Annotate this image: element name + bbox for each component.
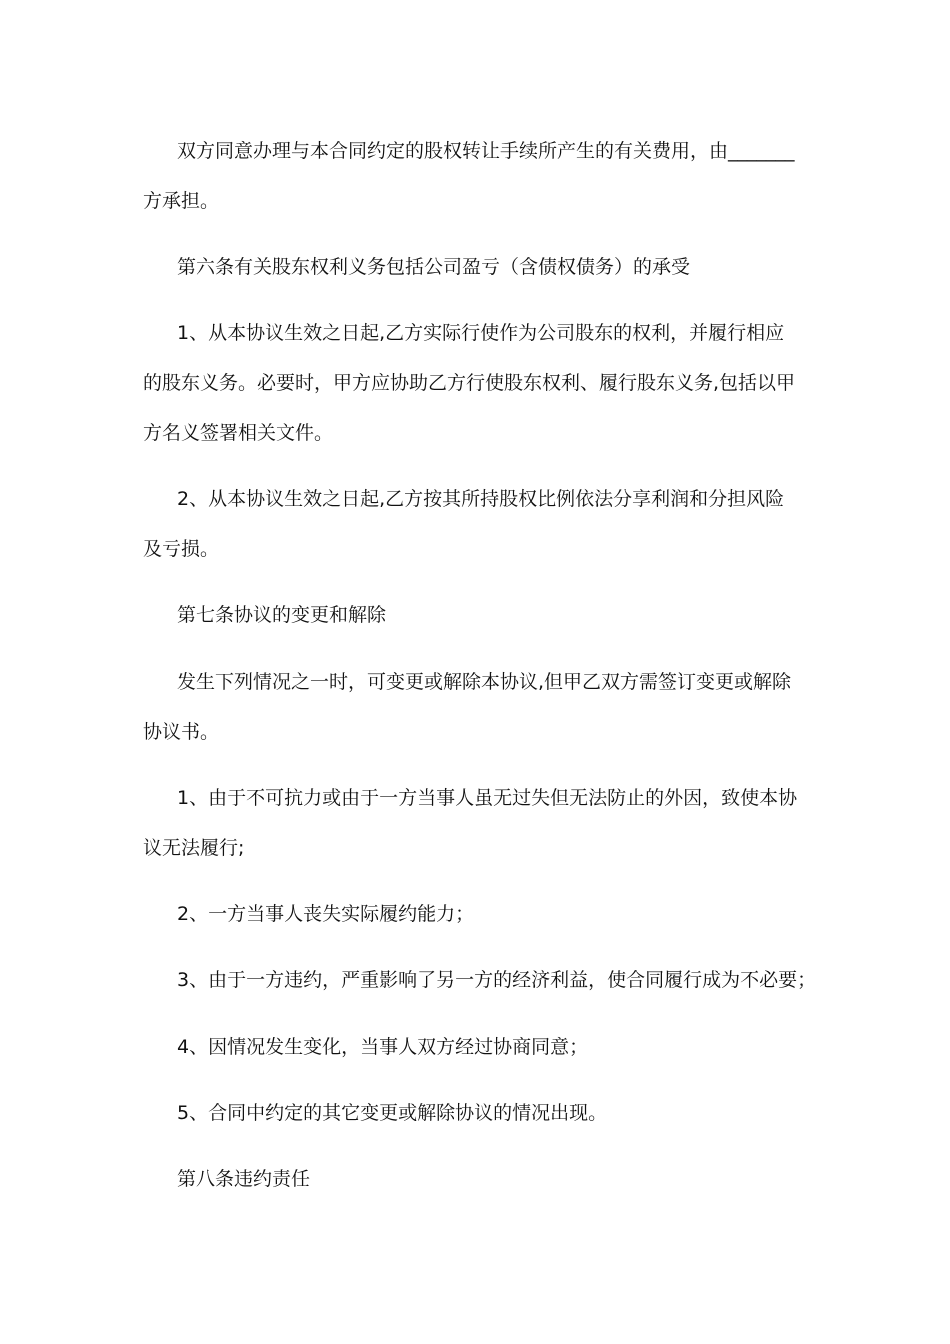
text-line: 1、从本协议生效之日起,乙方实际行使作为公司股东的权利，并履行相应 — [177, 322, 785, 344]
section-heading: 第七条协议的变更和解除 — [177, 604, 387, 626]
text-line: 方名义签署相关文件。 — [143, 422, 334, 444]
text-line: 协议书。 — [143, 721, 220, 743]
section-heading: 第八条违约责任 — [177, 1168, 311, 1190]
text-line: 的股东义务。必要时，甲方应协助乙方行使股东权利、履行股东义务,包括以甲 — [143, 372, 796, 394]
text-line: 3、由于一方违约，严重影响了另一方的经济利益，使合同履行成为不必要； — [177, 969, 817, 991]
text-line: 议无法履行; — [143, 837, 245, 859]
text-line: 5、合同中约定的其它变更或解除协议的情况出现。 — [177, 1102, 608, 1124]
text-line: 2、从本协议生效之日起,乙方按其所持股权比例依法分享利润和分担风险 — [177, 488, 785, 510]
text-line: 及亏损。 — [143, 538, 220, 560]
section-heading: 第六条有关股东权利义务包括公司盈亏（含债权债务）的承受 — [177, 256, 691, 278]
text-line: 方承担。 — [143, 190, 220, 212]
text-line: 1、由于不可抗力或由于一方当事人虽无过失但无法防止的外因，致使本协 — [177, 787, 798, 809]
text-line: 4、因情况发生变化，当事人双方经过协商同意； — [177, 1036, 589, 1058]
text-line: 双方同意办理与本合同约定的股权转让手续所产生的有关费用，由_______ — [177, 140, 795, 162]
text-line: 2、一方当事人丧失实际履约能力； — [177, 903, 475, 925]
text-line: 发生下列情况之一时，可变更或解除本协议,但甲乙双方需签订变更或解除 — [177, 671, 792, 693]
